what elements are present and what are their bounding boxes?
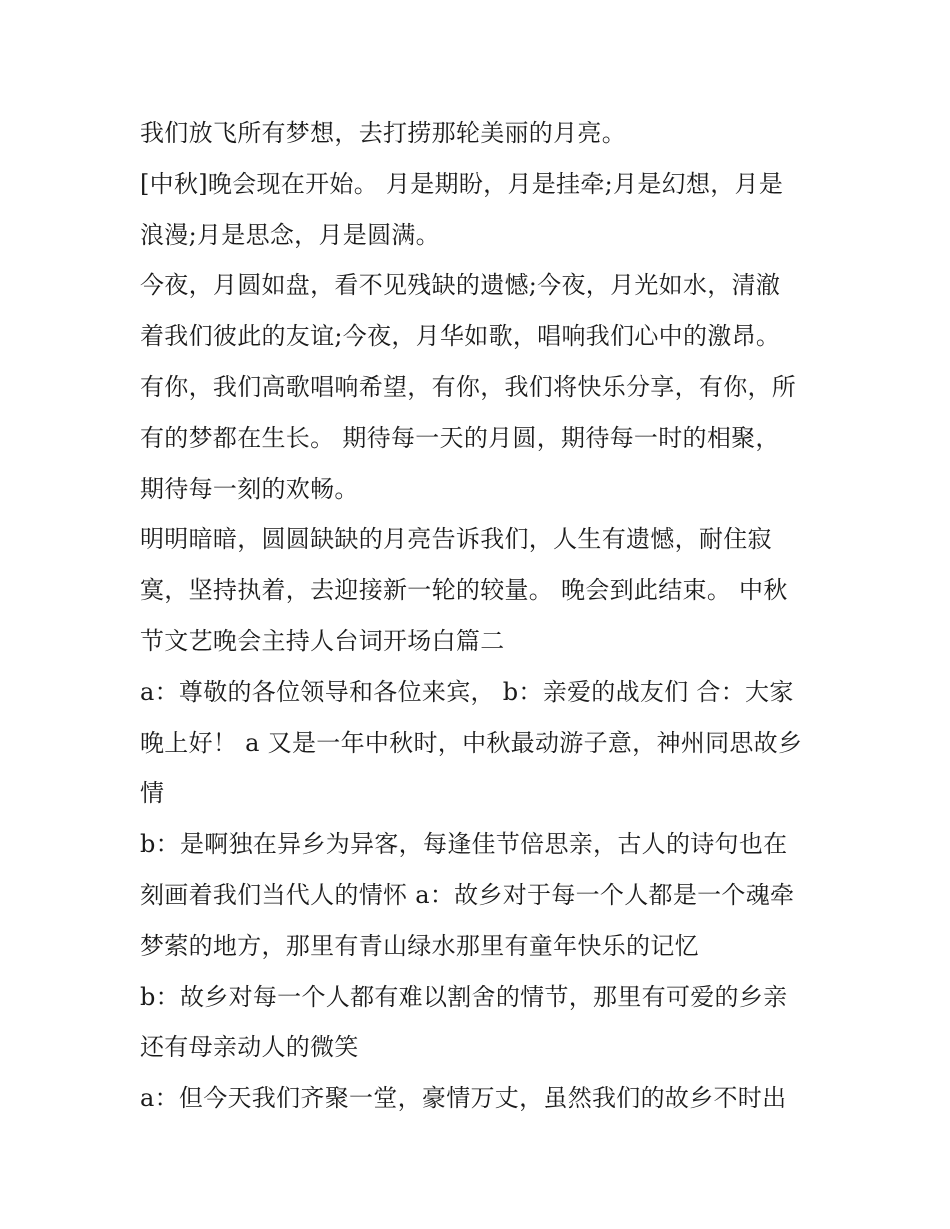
text-line: 浪漫;月是思念，月是圆满。 (140, 220, 440, 249)
text-line: [中秋]晚会现在开始。 月是期盼，月是挂牵;月是幻想，月是 (140, 169, 784, 198)
text-line: 有你，我们高歌唱响希望，有你，我们将快乐分享，有你，所 (140, 372, 797, 401)
text-line: 寞，坚持执着，去迎接新一轮的较量。 晚会到此结束。 中秋 (140, 576, 788, 605)
text-line: 梦萦的地方，那里有青山绿水那里有童年快乐的记忆 (140, 931, 699, 960)
text-line: b：是啊独在异乡为异客，每逢佳节倍思亲，古人的诗句也在 (140, 830, 788, 859)
text-line: 期待每一刻的欢畅。 (140, 474, 359, 503)
text-line: 还有母亲动人的微笑 (140, 1033, 359, 1062)
text-line: 晚上好！ a 又是一年中秋时，中秋最动游子意，神州同思故乡 (140, 728, 803, 757)
text-line: 节文艺晚会主持人台词开场白篇二 (140, 626, 505, 655)
text-line: 今夜，月圆如盘，看不见残缺的遗憾;今夜，月光如水，清澈 (140, 271, 781, 300)
text-line: 有的梦都在生长。 期待每一天的月圆，期待每一时的相聚， (140, 423, 780, 452)
document-body (140, 108, 820, 1124)
text-line: b：故乡对每一个人都有难以割舍的情节，那里有可爱的乡亲 (140, 982, 788, 1011)
text-line: 明明暗暗，圆圆缺缺的月亮告诉我们，人生有遗憾，耐住寂 (140, 525, 772, 554)
text-line: 我们放飞所有梦想，去打捞那轮美丽的月亮。 (140, 119, 626, 147)
text-line: 着我们彼此的友谊;今夜，月华如歌，唱响我们心中的激昂。 (140, 322, 781, 351)
text-line: a：但今天我们齐聚一堂，豪情万丈，虽然我们的故乡不时出 (140, 1084, 787, 1113)
text-line: 情 (140, 779, 165, 808)
text-line: a：尊敬的各位领导和各位来宾， b：亲爱的战友们 合：大家 (140, 677, 794, 706)
text-line: 刻画着我们当代人的情怀 a：故乡对于每一个人都是一个魂牵 (140, 880, 795, 909)
